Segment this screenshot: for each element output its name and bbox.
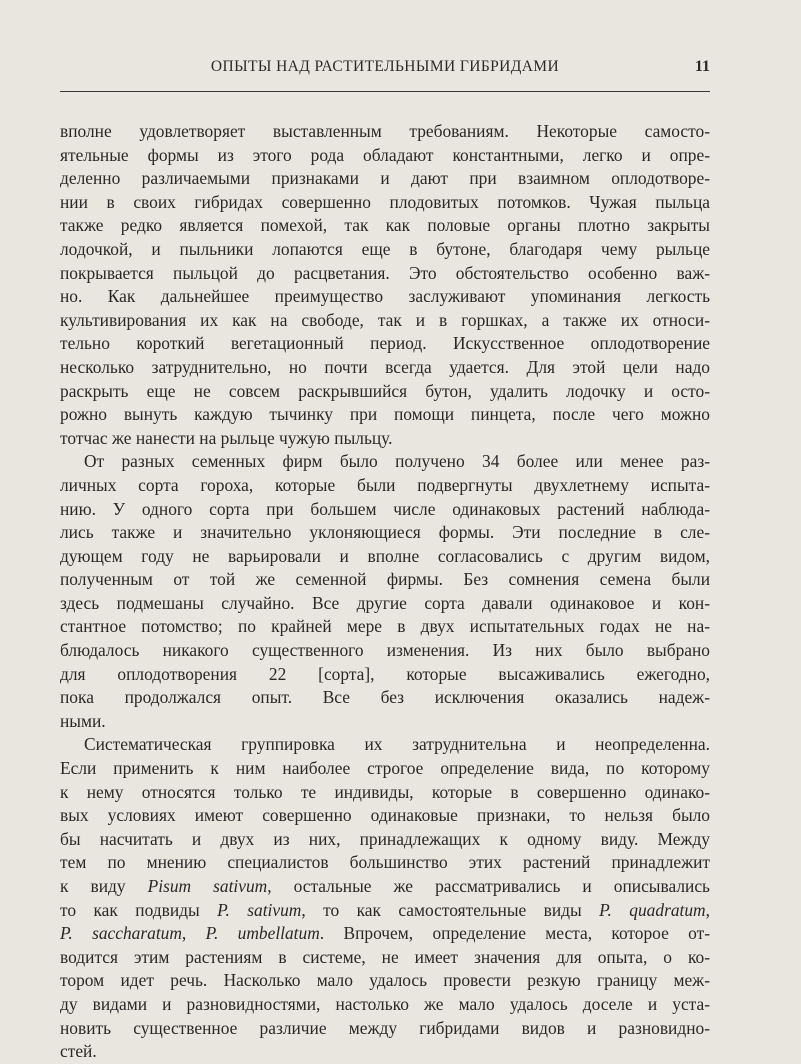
text-line: вых условиях имеют совершенно одинаковые признаки, то нельзя было xyxy=(60,805,710,826)
text-line: новить существенное различие между гибридами видов и разновидно- xyxy=(60,1017,710,1038)
text-line: для оплодотворения 22 [сорта], которые высаживались ежегодно, xyxy=(60,663,710,684)
running-title: ОПЫТЫ НАД РАСТИТЕЛЬНЫМИ ГИБРИДАМИ xyxy=(210,58,560,75)
species-name: P. sativum xyxy=(217,899,302,920)
text-line: также редко является помехой, так как половые органы плотно закрыты xyxy=(60,215,710,236)
text-segment: к виду xyxy=(60,876,148,896)
text-line: стантное потомство; по крайней мере в двух испытательных годах не на- xyxy=(60,616,710,637)
text-line: раскрыть еще не совсем раскрывшийся бутон, удалить лодочку и осто- xyxy=(60,380,710,401)
text-line: нии в своих гибридах совершенно плодовитых потомков. Чужая пыльца xyxy=(60,191,710,212)
species-name: P. saccharatum xyxy=(60,923,182,944)
text-segment: , остальные же рассматривались и описывались xyxy=(267,876,710,896)
species-name: P. umbellatum xyxy=(205,923,320,944)
text-line: водится этим растениям в системе, не имеет значения для опыта, о ко- xyxy=(60,946,710,967)
text-line: ду видами и разновидностями, настолько же мало удалось доселе и уста- xyxy=(60,993,710,1014)
text-line: тотчас же нанести на рыльце чужую пыльцу. xyxy=(60,427,393,448)
text-segment: , xyxy=(705,899,710,920)
text-line: несколько затруднительно, но почти всегда удается. Для этой цели надо xyxy=(60,356,710,377)
text-segment: . Впрочем, определение места, которое от- xyxy=(319,923,710,944)
text-line: пока продолжался опыт. Все без исключения оказались надеж- xyxy=(60,687,710,708)
text-line: От разных семенных фирм было получено 34 более или менее раз- xyxy=(84,451,710,472)
text-line: культивирования их как на свободе, так и в горшках, а также их относи- xyxy=(60,309,710,330)
text-line: полученным от той же семенной фирмы. Без сомнения семена были xyxy=(60,569,710,590)
species-name: Pisum sativum xyxy=(147,876,268,896)
paragraph-3 xyxy=(60,733,710,1063)
text-line: к нему относятся только те индивиды, которые в совершенно одинако- xyxy=(60,781,710,802)
text-line: покрывается пыльцой до расцветания. Это обстоятельство особенно важ- xyxy=(60,262,710,283)
text-segment: то как подвиды xyxy=(60,899,218,920)
text-line: блюдалось никакого существенного изменения. Из них было выбрано xyxy=(60,640,710,661)
text-line: ятельные формы из этого рода обладают константными, легко и опре- xyxy=(60,144,710,165)
species-name: P. quadratum xyxy=(599,899,706,920)
text-line xyxy=(60,922,710,946)
text-line: личных сорта гороха, которые были подвергнуты двухлетнему испыта- xyxy=(60,474,710,495)
text-line: Систематическая группировка их затруднительна и неопределенна. xyxy=(84,734,710,755)
body-text xyxy=(60,120,710,1064)
text-line: тельно короткий вегетационный период. Искусственное оплодотворение xyxy=(60,333,710,354)
text-line: деленно различаемыми признаками и дают при взаимном оплодотворе- xyxy=(60,168,710,189)
text-line: здесь подмешаны случайно. Все другие сорта давали одинаковое и кон- xyxy=(60,592,710,613)
text-line: Если применить к ним наиболее строгое определение вида, по которому xyxy=(60,758,710,779)
text-line xyxy=(60,899,710,923)
text-line: стей. xyxy=(60,1041,97,1062)
text-segment: , то как самостоятельные виды xyxy=(301,899,600,920)
text-line: тем по мнению специалистов большинство этих растений принадлежит xyxy=(60,852,710,873)
page-number: 11 xyxy=(694,58,710,75)
paragraph-1 xyxy=(60,120,710,450)
paragraph-2 xyxy=(60,450,710,733)
text-line: вполне удовлетворяет выставленным требованиям. Некоторые самосто- xyxy=(60,121,710,141)
text-line: лись также и значительно уклоняющиеся формы. Эти последние в сле- xyxy=(60,522,710,543)
header-rule xyxy=(60,91,710,92)
text-line: лодочкой, и пыльники лопаются еще в бутоне, благодаря чему рыльце xyxy=(60,238,710,259)
text-line: но. Как дальнейшее преимущество заслуживают упоминания легкость xyxy=(60,286,710,307)
text-line: дующем году не варьировали и вполне согласовались с другим видом, xyxy=(60,545,710,566)
page-header xyxy=(60,58,710,88)
text-line: рожно вынуть каждую тычинку при помощи пинцета, после чего можно xyxy=(60,404,710,425)
text-line: бы насчитать и двух из них, принадлежащих к одному виду. Между xyxy=(60,828,710,849)
text-segment: , xyxy=(181,923,206,944)
text-line xyxy=(60,875,710,899)
text-line: тором идет речь. Насколько мало удалось провести резкую границу меж- xyxy=(60,970,710,991)
text-line: нию. У одного сорта при большем числе одинаковых растений наблюда- xyxy=(60,498,710,519)
text-line: ными. xyxy=(60,710,106,731)
